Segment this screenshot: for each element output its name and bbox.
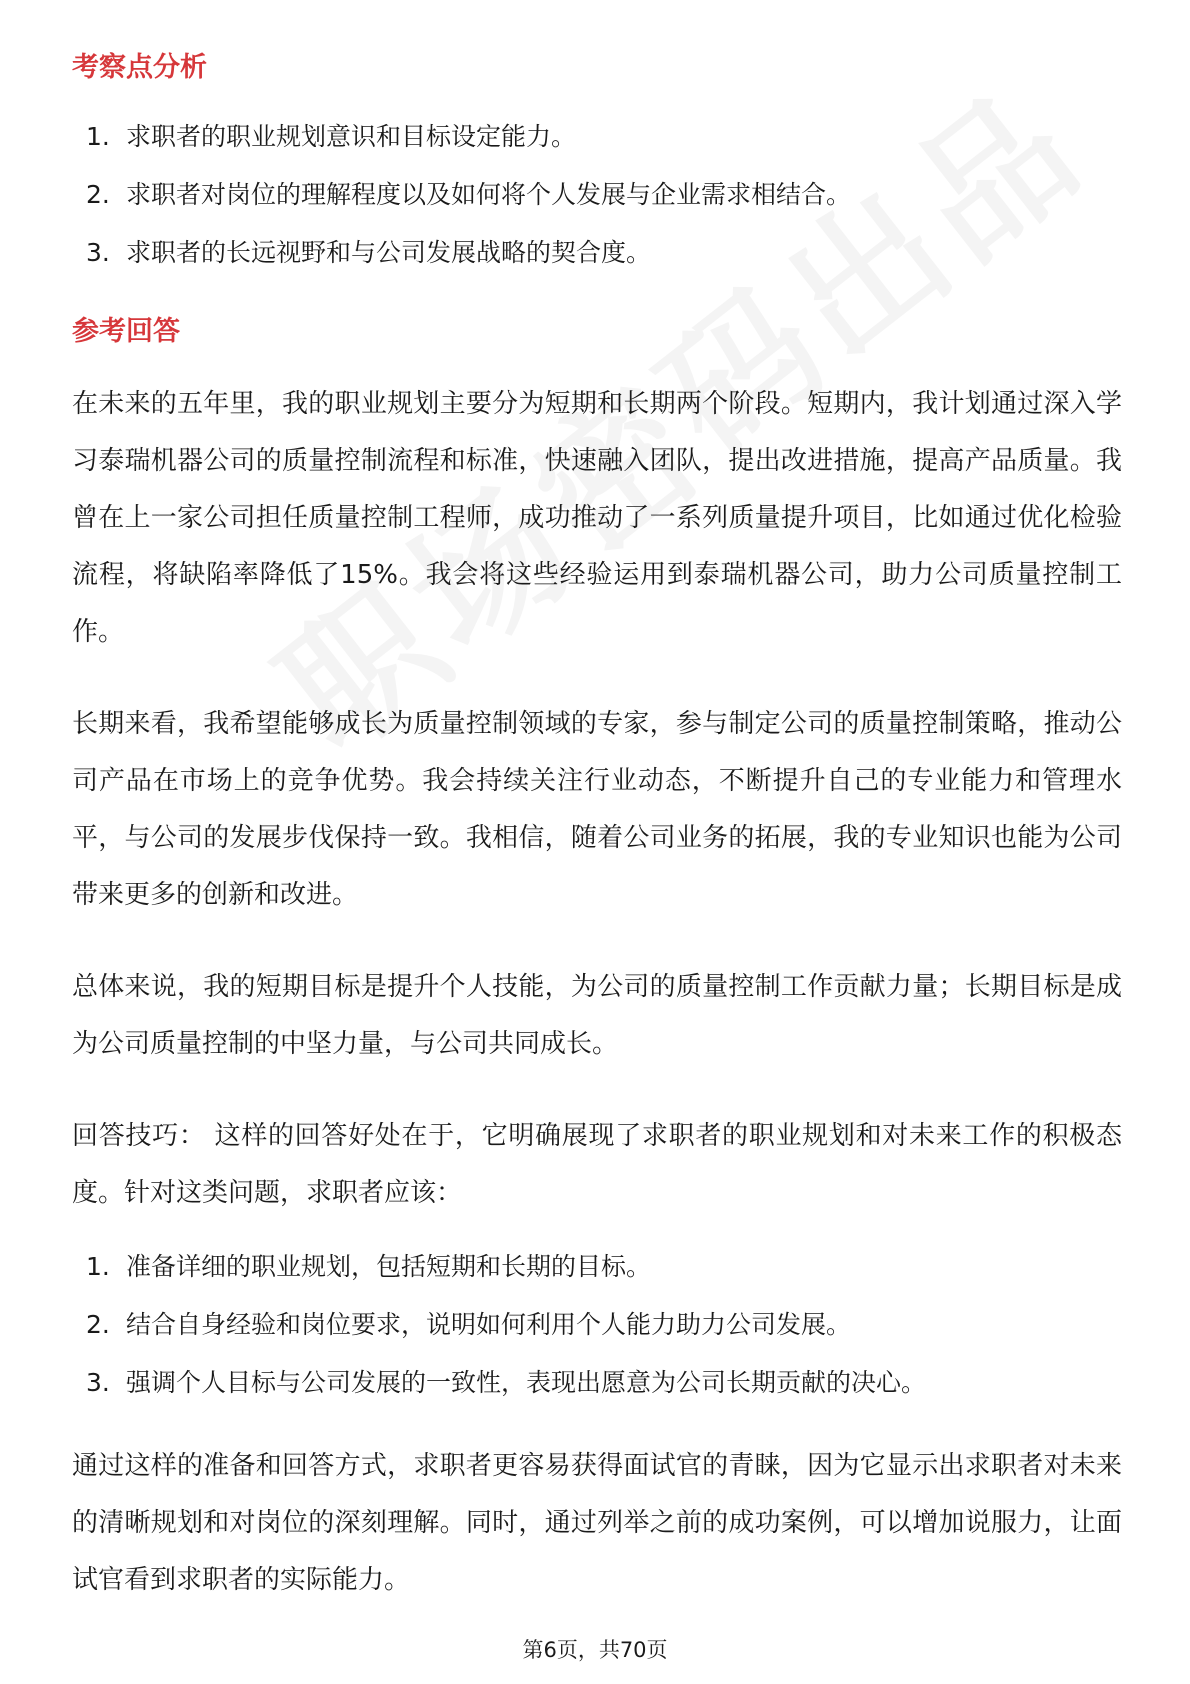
analysis-list: [72, 108, 1122, 282]
answer-paragraph-2: 长期来看，我希望能够成长为质量控制领域的专家，参与制定公司的质量控制策略，推动公司产品在市场上的竞争优势。我会持续关注行业动态，不断提升自己的专业能力和管理水平，与公司的发展步伐保持一致。我相信，随着公司业务的拓展，我的专业知识也能为公司带来更多的创新和改进。: [72, 709, 1122, 910]
list-item: 3. 强调个人目标与公司发展的一致性，表现出愿意为公司长期贡献的决心。: [86, 1368, 927, 1397]
list-item: 1. 准备详细的职业规划，包括短期和长期的目标。: [86, 1252, 652, 1281]
list-item: 2. 求职者对岗位的理解程度以及如何将个人发展与企业需求相结合。: [86, 180, 852, 209]
answer-paragraph-3: 总体来说，我的短期目标是提升个人技能，为公司的质量控制工作贡献力量；长期目标是成为公司质量控制的中坚力量，与公司共同成长。: [72, 972, 1122, 1059]
section-title-answer: 参考回答: [72, 316, 180, 347]
page-content: [72, 48, 1122, 1609]
page-number: 第6页，共70页: [522, 1638, 668, 1662]
list-item: 2. 结合自身经验和岗位要求，说明如何利用个人能力助力公司发展。: [86, 1310, 852, 1339]
list-item: 3. 求职者的长远视野和与公司发展战略的契合度。: [86, 238, 652, 267]
answer-conclusion: 通过这样的准备和回答方式，求职者更容易获得面试官的青睐，因为它显示出求职者对未来的清晰规划和对岗位的深刻理解。同时，通过列举之前的成功案例，可以增加说服力，让面试官看到求职者的实际能力。: [72, 1451, 1122, 1595]
section-title-analysis: 考察点分析: [72, 52, 207, 83]
tips-list: [72, 1238, 1122, 1412]
answer-paragraph-1: 在未来的五年里，我的职业规划主要分为短期和长期两个阶段。短期内，我计划通过深入学习泰瑞机器公司的质量控制流程和标准，快速融入团队，提出改进措施，提高产品质量。我曾在上一家公司担任质量控制工程师，成功推动了一系列质量提升项目，比如通过优化检验流程，将缺陷率降低了15%。我会将这些经验运用到泰瑞机器公司，助力公司质量控制工作。: [72, 389, 1122, 647]
list-item: 1. 求职者的职业规划意识和目标设定能力。: [86, 122, 577, 151]
answer-tips-intro: 回答技巧： 这样的回答好处在于，它明确展现了求职者的职业规划和对未来工作的积极态度。针对这类问题，求职者应该：: [72, 1121, 1122, 1208]
